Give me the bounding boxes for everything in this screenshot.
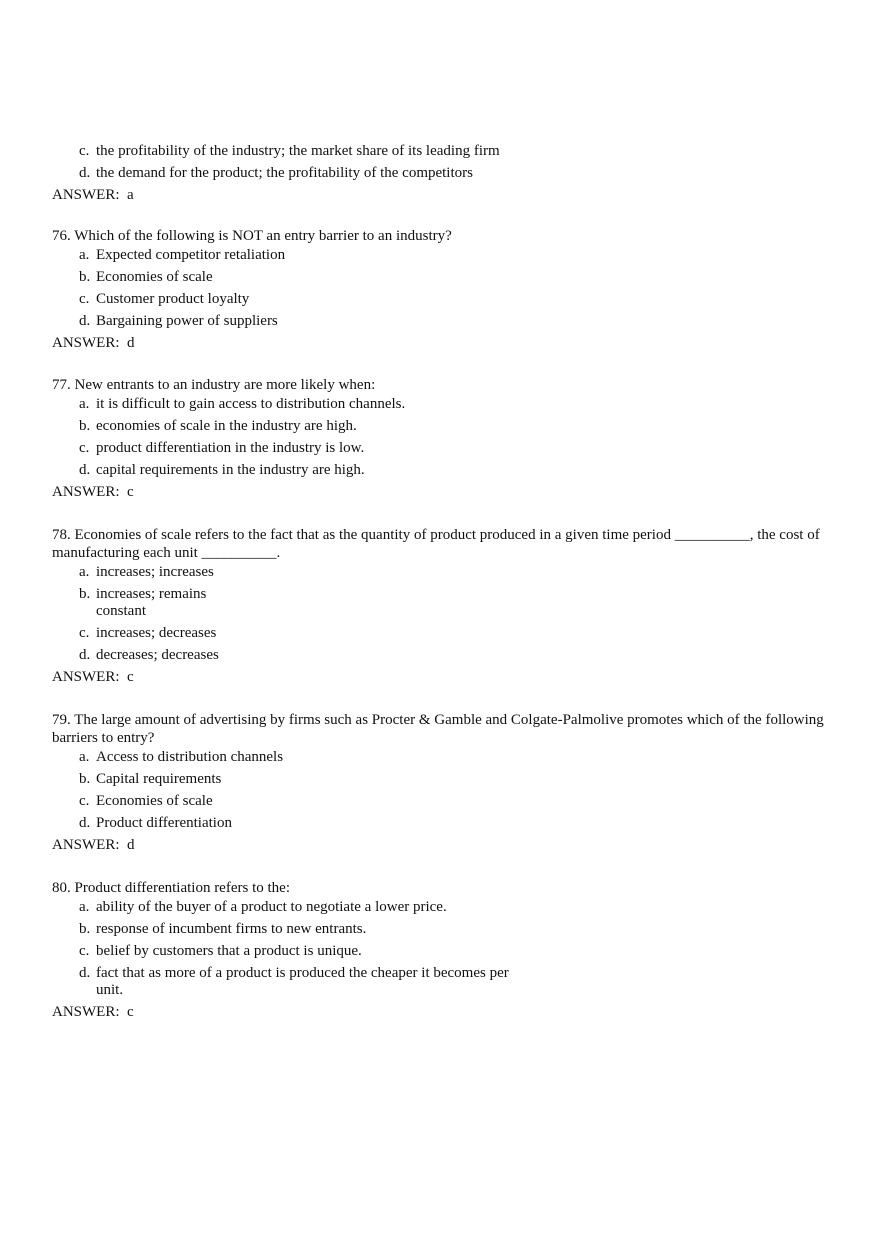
option-letter: a. [79, 899, 90, 915]
option-c [52, 793, 824, 810]
question-80 [52, 879, 824, 1021]
answer-line: ANSWER: d [52, 837, 135, 853]
option-text: it is difficult to gain access to distribution channels. [96, 396, 406, 412]
option-letter: a. [79, 749, 90, 765]
option-d [52, 462, 824, 479]
option-b [52, 586, 824, 620]
option-letter: a. [79, 564, 90, 580]
option-text: Economies of scale [96, 269, 213, 285]
option-text: Economies of scale [96, 793, 213, 809]
answer-line: ANSWER: d [52, 335, 135, 351]
option-letter: b. [79, 921, 91, 937]
option-letter: d. [79, 313, 91, 329]
option-c [52, 440, 824, 457]
option-letter: d. [79, 462, 91, 478]
option-letter: a. [79, 247, 90, 263]
question-stem: 76. Which of the following is NOT an entry barrier to an industry? [52, 228, 452, 244]
option-b [52, 921, 824, 938]
question-77 [52, 376, 824, 501]
option-c [52, 143, 824, 160]
option-letter: c. [79, 625, 90, 641]
option-text: Customer product loyalty [96, 291, 250, 307]
option-letter: c. [79, 291, 90, 307]
question-stem: 77. New entrants to an industry are more likely when: [52, 377, 376, 393]
option-letter: a. [79, 396, 90, 412]
option-letter: b. [79, 586, 91, 602]
option-letter: d. [79, 165, 91, 181]
option-text: Capital requirements [96, 771, 222, 787]
question-79 [52, 711, 824, 854]
option-text: the profitability of the industry; the market share of its leading firm [96, 143, 500, 159]
option-c [52, 291, 824, 308]
option-text: decreases; decreases [96, 647, 219, 663]
option-text: belief by customers that a product is unique. [96, 943, 362, 959]
option-text: ability of the buyer of a product to negotiate a lower price. [96, 899, 447, 915]
option-text: increases; remains constant [96, 586, 207, 619]
option-letter: d. [79, 647, 91, 663]
answer-line: ANSWER: c [52, 484, 134, 500]
option-letter: c. [79, 143, 90, 159]
question-76 [52, 227, 824, 352]
option-a [52, 564, 824, 581]
option-a [52, 749, 824, 766]
option-letter: c. [79, 440, 90, 456]
option-a [52, 396, 824, 413]
answer-line: ANSWER: c [52, 669, 134, 685]
option-d [52, 313, 824, 330]
option-c [52, 943, 824, 960]
option-text: response of incumbent firms to new entrants. [96, 921, 367, 937]
option-text: Bargaining power of suppliers [96, 313, 278, 329]
option-letter: b. [79, 269, 91, 285]
option-b [52, 269, 824, 286]
option-text: the demand for the product; the profitability of the competitors [96, 165, 473, 181]
option-letter: d. [79, 965, 91, 981]
option-d [52, 647, 824, 664]
option-letter: c. [79, 793, 90, 809]
option-text: product differentiation in the industry is low. [96, 440, 365, 456]
question-stem: 80. Product differentiation refers to the: [52, 880, 290, 896]
option-text: increases; increases [96, 564, 214, 580]
option-letter: b. [79, 418, 91, 434]
option-text: fact that as more of a product is produced the cheaper it becomes per unit. [96, 965, 509, 998]
option-text: increases; decreases [96, 625, 217, 641]
question-78 [52, 526, 824, 686]
option-letter: b. [79, 771, 91, 787]
question-stem: 79. The large amount of advertising by firms such as Procter & Gamble and Colgate-Palmolive promotes which of the following barriers to entry? [52, 712, 824, 746]
option-text: Expected competitor retaliation [96, 247, 286, 263]
option-d [52, 815, 824, 832]
option-letter: d. [79, 815, 91, 831]
option-d [52, 965, 824, 999]
option-a [52, 247, 824, 264]
answer-line: ANSWER: c [52, 1004, 134, 1020]
option-b [52, 771, 824, 788]
option-a [52, 899, 824, 916]
option-letter: c. [79, 943, 90, 959]
answer-line: ANSWER: a [52, 187, 134, 203]
option-b [52, 418, 824, 435]
option-d [52, 165, 824, 182]
option-text: economies of scale in the industry are high. [96, 418, 357, 434]
option-c [52, 625, 824, 642]
question-stem: 78. Economies of scale refers to the fact that as the quantity of product produced in a given time period __________, the cost of manufacturing each unit __________. [52, 527, 820, 561]
option-text: Product differentiation [96, 815, 232, 831]
option-text: Access to distribution channels [96, 749, 284, 765]
question-75-continuation [52, 143, 824, 204]
option-text: capital requirements in the industry are high. [96, 462, 365, 478]
